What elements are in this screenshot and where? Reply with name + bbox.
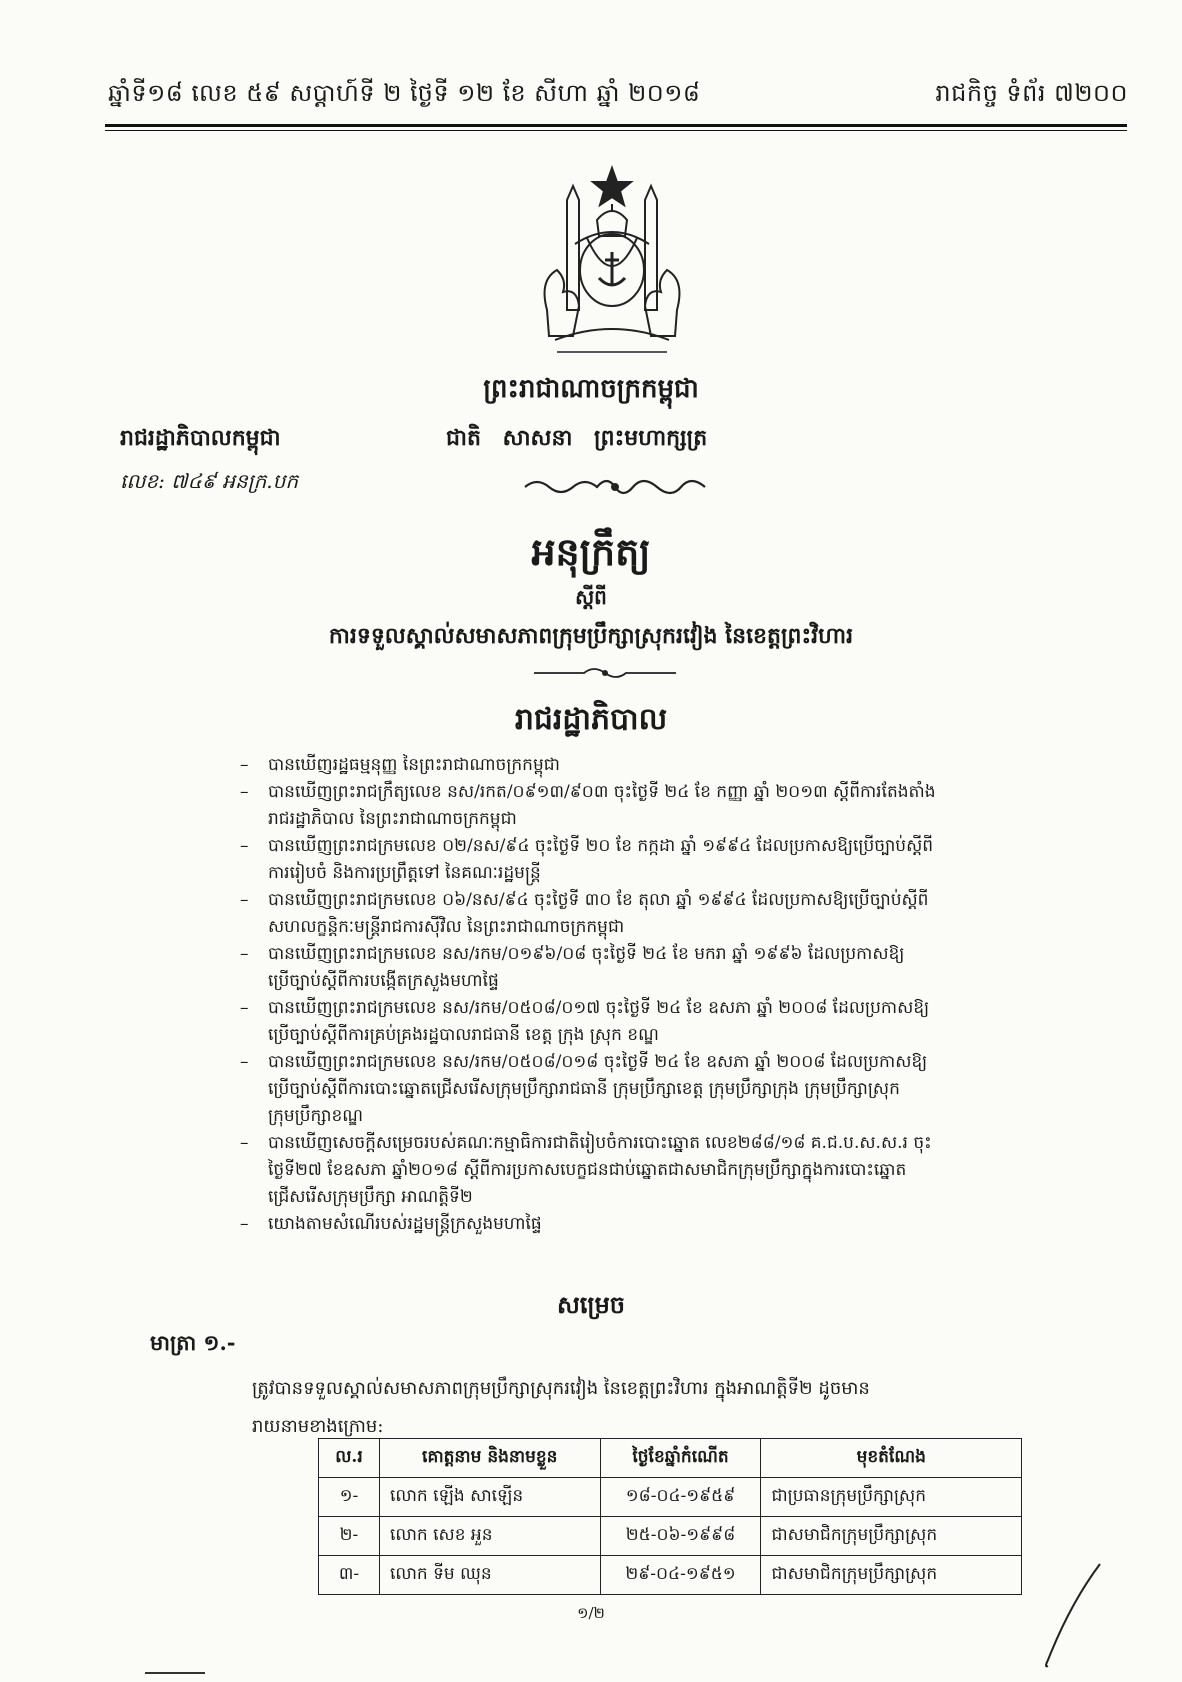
consideration-line: យោងតាមសំណើរបស់រដ្ឋមន្ត្រីក្រសួងមហាផ្ទៃ (268, 1214, 542, 1234)
decision-heading: សម្រេច (556, 1290, 626, 1319)
consideration-line: បានឃើញសេចក្តីសម្រេចរបស់គណៈកម្មាធិការជាតិរៀបចំការបោះឆ្នោត លេខ២៨៨/១៨ គ.ជ.ប.ស.ស.រ ចុះ (268, 1133, 932, 1153)
consideration-line: បានឃើញព្រះរាជក្រមលេខ ០៦/នស/៩៤ ចុះថ្ងៃទី ៣០ ខែ តុលា ឆ្នាំ ១៩៩៤ ដែលប្រកាសឱ្យប្រើច្បាប់ស្តីពី (268, 890, 929, 910)
cell-number: ១- (319, 1478, 380, 1517)
issuing-authority: រាជរដ្ឋាភិបាល (514, 702, 668, 737)
gazette-name: រាជកិច្ច ទំព័រ (935, 79, 1047, 107)
header-name: គោត្តនាម និងនាមខ្លួន (379, 1439, 600, 1478)
document-subject: ការទទួលស្គាល់សមាសភាពក្រុមប្រឹក្សាស្រុករវៀង នៃខេត្តព្រះវិហារ (328, 623, 854, 649)
considerations-list (240, 752, 1070, 1238)
table-row (319, 1556, 1022, 1595)
gazette-header (108, 78, 1128, 113)
consideration-line: សហលក្ខន្តិកៈមន្ត្រីរាជការស៊ីវិល នៃព្រះរាជាណាចក្រកម្ពុជា (268, 917, 625, 937)
consideration-item (240, 995, 1070, 1049)
table-row (319, 1478, 1022, 1517)
consideration-line: ជ្រើសរើសក្រុមប្រឹក្សា អាណត្តិទី២ (268, 1187, 473, 1207)
consideration-line: ប្រើច្បាប់ស្តីពីការបោះឆ្នោតជ្រើសរើសក្រុមប្រឹក្សារាជធានី ក្រុមប្រឹក្សាខេត្ត ក្រុមប្រឹក្សាក្រុង ក្រុមប្រឹក្សាស្រុក (268, 1079, 900, 1099)
page-number: ១/២ (577, 1604, 605, 1622)
table-header-row (319, 1439, 1022, 1478)
small-ornament-divider-icon (530, 666, 680, 680)
council-members-table (318, 1438, 1022, 1595)
cell-birthdate: ១៨-០៤-១៩៥៩ (600, 1478, 761, 1517)
consideration-line: រាជរដ្ឋាភិបាល នៃព្រះរាជាណាចក្រកម្ពុជា (268, 809, 517, 829)
cell-name: លោក ទីម ឈុន (379, 1556, 600, 1595)
consideration-item (240, 779, 1070, 833)
consideration-line: បានឃើញព្រះរាជក្រមលេខ ០២/នស/៩៤ ចុះថ្ងៃទី ២០ ខែ កក្កដា ឆ្នាំ ១៩៩៤ ដែលប្រកាសឱ្យប្រើច្បាប់ស្តីពី (268, 836, 934, 856)
consideration-line: បានឃើញព្រះរាជក្រមលេខ នស/រកម/០៥០៨/០១៨ ចុះថ្ងៃទី ២៤ ខែ ឧសភា ឆ្នាំ ២០០៨ ដែលប្រកាសឱ្យ (268, 1052, 928, 1072)
cell-number: ៣- (319, 1556, 380, 1595)
header-rule-thick (105, 124, 1127, 127)
header-rule-thin (105, 130, 1127, 131)
cell-number: ២- (319, 1517, 380, 1556)
article-text-line: រាយនាមខាងក្រោម: (252, 1416, 384, 1437)
consideration-item (240, 1130, 1070, 1211)
consideration-line: បានឃើញព្រះរាជក្រមលេខ នស/រកម/០៥០៨/០១៧ ចុះថ្ងៃទី ២៤ ខែ ឧសភា ឆ្នាំ ២០០៨ ដែលប្រកាសឱ្យ (268, 998, 930, 1018)
article-text-line: ត្រូវបានទទួលស្គាល់សមាសភាពក្រុមប្រឹក្សាស្រុករវៀង នៃខេត្តព្រះវិហារ ក្នុងអាណត្តិទី២ ដូចមាន (252, 1378, 870, 1399)
consideration-line: បានឃើញព្រះរាជក្រមលេខ នស/រកម/០១៩៦/០៨ ចុះថ្ងៃទី ២៤ ខែ មករា ឆ្នាំ ១៩៩៦ ដែលប្រកាសឱ្យ (268, 944, 905, 964)
consideration-line: ប្រើច្បាប់ស្តីពីការបង្កើតក្រសួងមហាផ្ទៃ (268, 971, 499, 991)
consideration-line: ការរៀបចំ និងការប្រព្រឹត្តទៅ នៃគណៈរដ្ឋមន្ត្រី (268, 863, 541, 883)
reference-number: លេខ: ៧៤៩ អនក្រ.បក (120, 469, 299, 493)
consideration-line: បានឃើញរដ្ឋធម្មនុញ្ញ នៃព្រះរាជាណាចក្រកម្ពុជា (268, 755, 560, 775)
consideration-line: បានឃើញព្រះរាជក្រឹត្យលេខ នស/រកត/០៩១៣/៩០៣ ចុះថ្ងៃទី ២៤ ខែ កញ្ញា ឆ្នាំ ២០១៣ ស្តីពីការតែងតាំង (268, 782, 936, 802)
cell-position: ជាសមាជិកក្រុមប្រឹក្សាស្រុក (761, 1556, 1022, 1595)
cell-birthdate: ២៥-០៦-១៩៩៨ (600, 1517, 761, 1556)
page-ref-number: ៧២០០ (1054, 79, 1128, 107)
consideration-item (240, 1049, 1070, 1130)
consideration-item (240, 887, 1070, 941)
consideration-line: ក្រុមប្រឹក្សាខណ្ឌ (268, 1106, 364, 1126)
consideration-item (240, 833, 1070, 887)
header-birthdate: ថ្ងៃខែឆ្នាំកំណើត (600, 1439, 761, 1478)
royal-coat-of-arms-icon (527, 160, 697, 360)
consideration-line: ប្រើច្បាប់ស្តីពីការគ្រប់គ្រងរដ្ឋបាលរាជធានី ខេត្ត ក្រុង ស្រុក ខណ្ឌ (268, 1025, 659, 1045)
header-number: ល.រ (319, 1439, 380, 1478)
margin-dash-mark (145, 1672, 205, 1674)
cell-name: លោក ឡើង សាឡើន (379, 1478, 600, 1517)
kingdom-title: ព្រះរាជាណាចក្រកម្ពុជា (483, 374, 699, 404)
document-about-label: ស្តីពី (575, 585, 607, 609)
ornament-divider-icon (520, 476, 710, 498)
document-type-title: អនុក្រឹត្យ (531, 529, 651, 574)
government-name: រាជរដ្ឋាភិបាលកម្ពុជា (120, 425, 281, 451)
cell-name: លោក សេខ អួន (379, 1517, 600, 1556)
signature-stroke-icon (1030, 1560, 1110, 1670)
consideration-item (240, 1211, 1070, 1238)
cell-position: ជាប្រធានក្រុមប្រឹក្សាស្រុក (761, 1478, 1022, 1517)
article-1-text (232, 1370, 1072, 1446)
cell-birthdate: ២៩-០៤-១៩៥១ (600, 1556, 761, 1595)
gazette-page-ref (935, 78, 1128, 113)
consideration-item (240, 941, 1070, 995)
table-row (319, 1517, 1022, 1556)
national-motto: ជាតិ សាសនា ព្រះមហាក្សត្រ (446, 425, 708, 451)
consideration-line: ថ្ងៃទី២៧ ខែឧសភា ឆ្នាំ២០១៨ ស្តីពីការប្រកាសបេក្ខជនជាប់ឆ្នោតជាសមាជិកក្រុមប្រឹក្សាក្នុងការបោះឆ្នោត (268, 1160, 907, 1180)
consideration-item (240, 752, 1070, 779)
article-1-label: មាត្រា ១.- (150, 1330, 236, 1355)
cell-position: ជាសមាជិកក្រុមប្រឹក្សាស្រុក (761, 1517, 1022, 1556)
header-position: មុខតំណែង (761, 1439, 1022, 1478)
issue-line: ឆ្នាំទី១៨ លេខ ៥៩ សប្តាហ៍ទី ២ ថ្ងៃទី ១២ ខែ សីហា ឆ្នាំ ២០១៨ (108, 79, 701, 107)
